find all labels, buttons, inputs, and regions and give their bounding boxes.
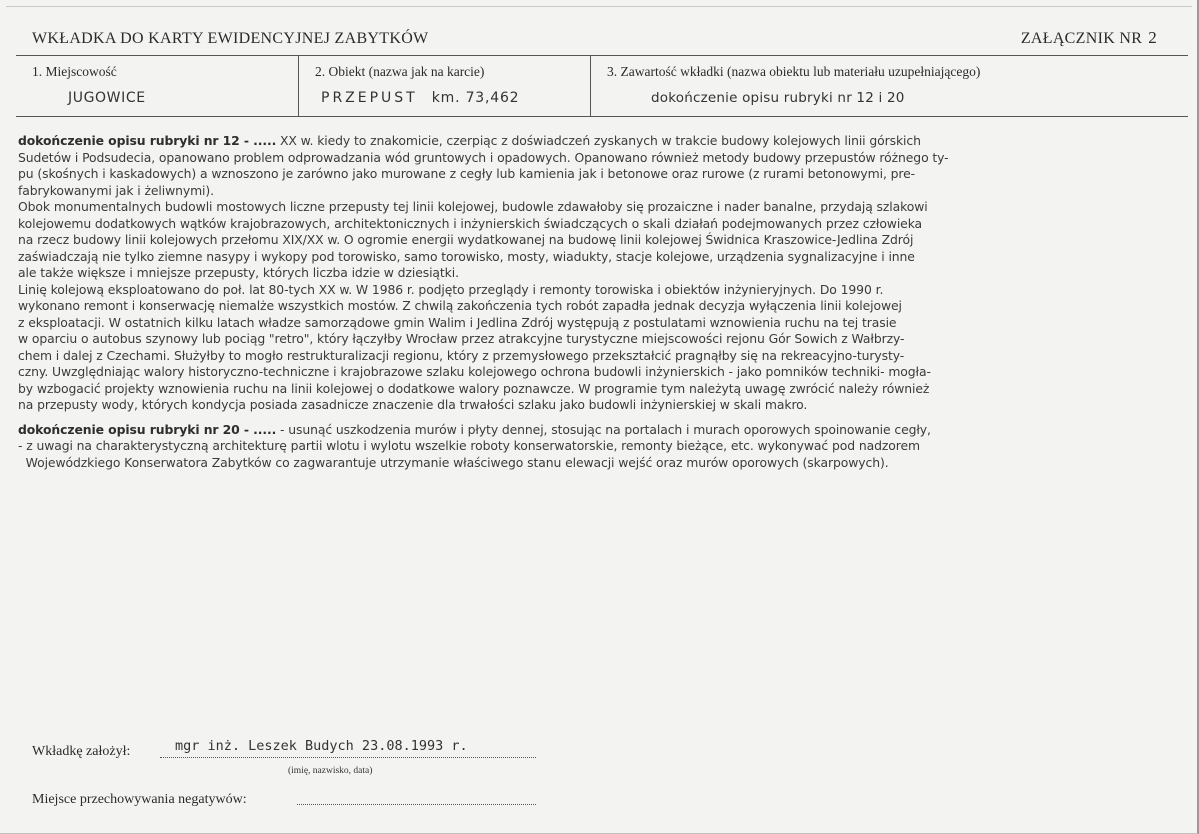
section-12-line: Obok monumentalnych budowli mostowych liczne przepusty tej linii kolejowej, budowle zdawałoby się prozaiczne i nader banalne, przydają szlakowi xyxy=(18,199,928,214)
field-object xyxy=(298,56,590,116)
body-line xyxy=(18,422,1188,439)
section-12-line: fabrykowanymi jak i żeliwnymi). xyxy=(18,182,214,198)
typed-description xyxy=(18,133,1188,471)
top-border-line xyxy=(6,6,1192,7)
annex-number xyxy=(1021,28,1157,48)
body-line xyxy=(18,133,1188,150)
section-20-line: - z uwagi na charakterystyczną architekturę partii wlotu i wylotu wszelkie roboty konserwatorskie, remonty bieżące, etc. wykonywać pod nadzorem xyxy=(18,438,920,453)
negatives-label: Miejsce przechowywania negatywów: xyxy=(32,792,247,807)
founder-dotted-line xyxy=(160,757,536,758)
field-object-value xyxy=(321,90,519,106)
section-12-line: XX w. kiedy to znakomicie, czerpiąc z doświadczeń zyskanych w trakcie budowy kolejowych linii górskich xyxy=(276,133,921,148)
field-object-label: 2. Obiekt (nazwa jak na karcie) xyxy=(315,64,485,79)
section-12-line: wykonano remont i konserwację niemalże wszystkich mostów. Z chwilą zakończenia tych robót zapadła jednak decyzja wyłączenia linii kolejowej xyxy=(18,298,902,313)
negatives-dotted-line xyxy=(297,804,536,805)
section-12-line: Sudetów i Podsudecia, opanowano problem odprowadzania wód gruntowych i opadowych. Opanowano również metody budowy przepustów różnego ty- xyxy=(18,149,949,165)
annex-label: ZAŁĄCZNIK NR xyxy=(1020,30,1143,47)
field-location xyxy=(16,56,298,116)
section-12-line: w oparciu o autobus szynowy lub pociąg "retro", który łączyłby Wrocław przez atrakcyjne turystyczne miejscowości rejonu Gór Sowich z Wałbrzy- xyxy=(18,331,905,346)
section-12-line: by wzbogacić projekty wznowienia ruchu na linii kolejowej o dodatkowe walory poznawcze. W programie tym należytą uwagę zwrócić należy również xyxy=(18,380,930,396)
section-12-line: chem i dalej z Czechami. Służyłby to mogło restrukturalizacji regionu, który z przemysłowego przekształcić pragnąłby się na rekreacyjno-turysty- xyxy=(18,347,905,363)
object-name: PRZEPUST xyxy=(321,90,418,106)
section-12-line: z eksploatacji. W ostatnich kilku latach władze samorządowe gmin Walim i Jedlina Zdrój występują z postulatami wznowienia ruchu na tej trasie xyxy=(18,314,897,330)
section-12-line: zaświadczają nie tylko ziemne nasypy i wykopy pod torowisko, samo torowisko, mosty, wiadukty, stacje kolejowe, urządzenia sygnalizacyjne i inne xyxy=(18,248,915,264)
paragraph-gap xyxy=(18,414,1188,422)
section-12-line: czny. Uwzględniając walory historyczno-techniczne i krajobrazowe szlaku kolejowego ochrona budowli inżynierskich - jako pomników techniki- mogła- xyxy=(18,364,931,379)
founder-value: mgr inż. Leszek Budych 23.08.1993 r. xyxy=(175,738,468,754)
section-20-line: - usunąć uszkodzenia murów i płyty dennej, stosując na portalach i murach oporowych spoinowanie cegły, xyxy=(276,421,931,437)
object-kilometre: km. 73,462 xyxy=(431,90,520,106)
section-12-line: na rzecz budowy linii kolejowych przełomu XIX/XX w. O ogromie energii wydatkowanej na budowę linii kolejowej Świdnica Kraszowice-Jedlina Zdrój xyxy=(18,232,914,247)
section-12-line: ale także większe i mniejsze przepusty, których liczba idzie w dziesiątki. xyxy=(18,265,459,280)
form-title: WKŁADKA DO KARTY EWIDENCYJNEJ ZABYTKÓW xyxy=(32,30,429,47)
field-location-label: 1. Miejscowość xyxy=(32,64,117,79)
section-12-line: kolejowemu dodatkowych wątków krajobrazowych, architektonicznych i inżynierskich świadczących o skali działań podejmowanych przez człowieka xyxy=(18,215,923,231)
founder-label: Wkładkę założył: xyxy=(32,744,131,759)
annex-number-value: 2 xyxy=(1148,28,1157,47)
section-12-lead: dokończenie opisu rubryki nr 12 - ..... xyxy=(18,133,277,148)
section-20-line: Wojewódzkiego Konserwatora Zabytków co zagwarantuje utrzymanie właściwego stanu elewacji wejść oraz murów oporowych (skarpowych). xyxy=(18,454,889,470)
founder-caption: (imię, nazwisko, data) xyxy=(288,766,373,776)
field-contents-value: dokończenie opisu rubryki nr 12 i 20 xyxy=(651,90,905,106)
field-contents-label: 3. Zawartość wkładki (nazwa obiektu lub materiału uzupełniającego) xyxy=(607,64,981,79)
section-12-line: Linię kolejową eksploatowano do poł. lat 80-tych XX w. W 1986 r. podjęto przeglądy i remonty torowiska i obiektów inżynieryjnych. Do 1990 r. xyxy=(18,281,884,297)
header-fields-grid xyxy=(16,55,1188,117)
section-12-line: pu (skośnych i kaskadowych) a wznoszono je zarówno jako murowane z cegły lub kamienia jak i betonowe oraz rurowe (z rurami betonowymi, pre- xyxy=(18,166,916,181)
field-contents xyxy=(590,56,1188,116)
section-20-lead: dokończenie opisu rubryki nr 20 - ..... xyxy=(18,421,277,437)
section-12-line: na przepusty wody, których kondycja posiada zasadnicze znaczenie dla trwałości szlaku jako budowli inżynierskiej w skali makro. xyxy=(18,397,808,412)
field-location-value: JUGOWICE xyxy=(68,90,146,106)
